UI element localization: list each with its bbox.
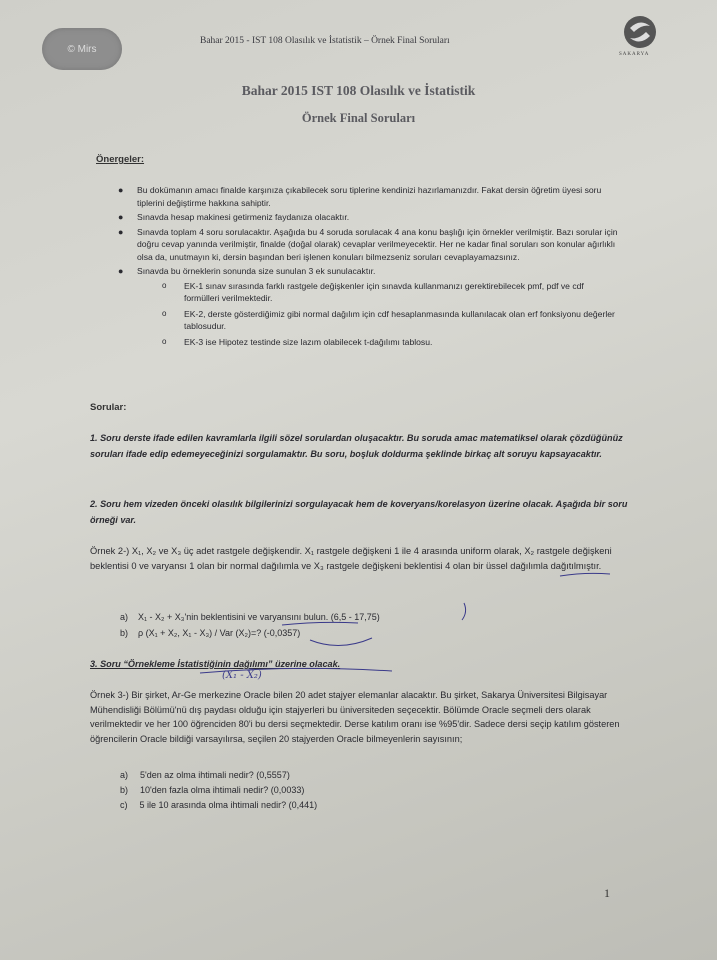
example-3-a: a) 5'den az olma ihtimali nedir? (0,5557) [120,770,290,780]
example-3: Örnek 3-) Bir şirket, Ar-Ge merkezine Oracle bilen 20 adet stajyer elemanlar alacaktır. Bu şirket, Sakarya Üniversitesi Bilgisayar Mühendisliği Bölümü'nü dış paydası olduğu için stajyerleri bu üniversiteden seçecektir. Bölümde Oracle seçmeli ders olarak verilmektedir ve her 100 öğrenciden 80'i bu dersi seçmektedir. Derse katılım oranı ise %95'dir. Sadece dersi seçip katılım gösteren öğrencilerin Oracle bildiği varsayılırsa, seçilen 20 stajyerden Oracle bilmeyenlerin sayısının; [90,690,620,744]
directives-heading: Önergeler: [96,154,145,165]
question-3: 3. Soru “Örnekleme İstatistiğinin dağılımı” üzerine olacak. [90,659,341,669]
logo-text: SAKARYA [619,52,650,57]
example-2-a: a) X₁ - X₂ + X₃'nin beklentisini ve varyansını bulun. (6,5 - 17,75) [120,612,380,622]
document-subtitle: Örnek Final Soruları [301,111,416,125]
sub-list-item: o EK-2, derste gösterdiğimiz gibi normal dağılım için cdf hesaplanmasında kullanılacak olan erf fonksiyonu değerler tablosudur. [162,308,615,331]
question-1: 1. Soru derste ifade edilen kavramlarla ilgili sözel sorulardan oluşacaktır. Bu soruda amac matematiksel olarak çözdüğünüz soruları ifade edip edemeyeceğinizi sorgulamaktır. Bu soru, boşluk doldurma şeklinde birkaç alt soruyu kapsayacaktır. [90,433,623,459]
list-item: ● Sınavda toplam 4 soru sorulacaktır. Aşağıda bu 4 soruda sorulacak 4 ana konu başlığı için örnekler verilmiştir. Bazı sorular için doğru cevap yanında verilmiştir, finalde (doğal olarak) cevaplar verilmeyecektir. Her ne kadar final soruları son konular ağırlıklı olsa da, unutmayın ki, dersin başından beri işlenen konuları bilmezseniz soruları cevaplayamazsınız. [118,226,618,262]
example-3-b: b) 10'den fazla olma ihtimali nedir? (0,0033) [120,785,305,795]
question-2: 2. Soru hem vizeden önceki olasılık bilgilerinizi sorgulayacak hem de koveryans/korelasyon üzerine olacak. Aşağıda bir soru örneği var. [90,499,628,525]
page-number: 1 [604,886,610,900]
example-2: Örnek 2-) X₁, X₂ ve X₃ üç adet rastgele değişkendir. X₁ rastgele değişkeni 1 ile 4 arasında uniform olarak, X₂ rastgele değişkeni beklentisi 0 ve varyansı 1 olan bir normal dağılımla ve X₃ rastgele değişkeni beklentisi 4 olan bir üssel dağılımla dağıtılmıştır. [90,546,612,571]
sub-list-item: o EK-3 ise Hipotez testinde size lazım olabilecek t-dağılımı tablosu. [162,336,433,347]
document-title: Bahar 2015 IST 108 Olasılık ve İstatistik [241,83,476,98]
list-item: ● Sınavda hesap makinesi getirmeniz faydanıza olacaktır. [118,212,350,222]
running-header: Bahar 2015 - IST 108 Olasılık ve İstatistik – Örnek Final Soruları [200,36,450,46]
list-item: ● Sınavda bu örneklerin sonunda size sunulan 3 ek sunulacaktır. [118,266,376,276]
sub-list-item: o EK-1 sınav sırasında farklı rastgele değişkenler için sınavda kullanmanızı gerektirebilecek pmf, pdf ve cdf formülleri verilmektedir. [162,280,584,303]
handwritten-formula: (X̅₁ - X̅₂) [222,670,262,681]
sticker: © Mirs [42,28,122,70]
example-3-c: c) 5 ile 10 arasında olma ihtimali nedir? (0,441) [120,800,318,810]
questions-heading: Sorular: [90,402,127,413]
list-item: ● Bu dokümanın amacı finalde karşınıza çıkabilecek soru tiplerine kendinizi hazırlamanızdır. Fakat dersin öğretim üyesi soru tiplerini değiştirme hakkına sahiptir. [118,185,602,208]
example-2-b: b) ρ (X₁ + X₂, X₁ - X₃) / Var (X₂)=? (-0,0357) [120,628,301,638]
